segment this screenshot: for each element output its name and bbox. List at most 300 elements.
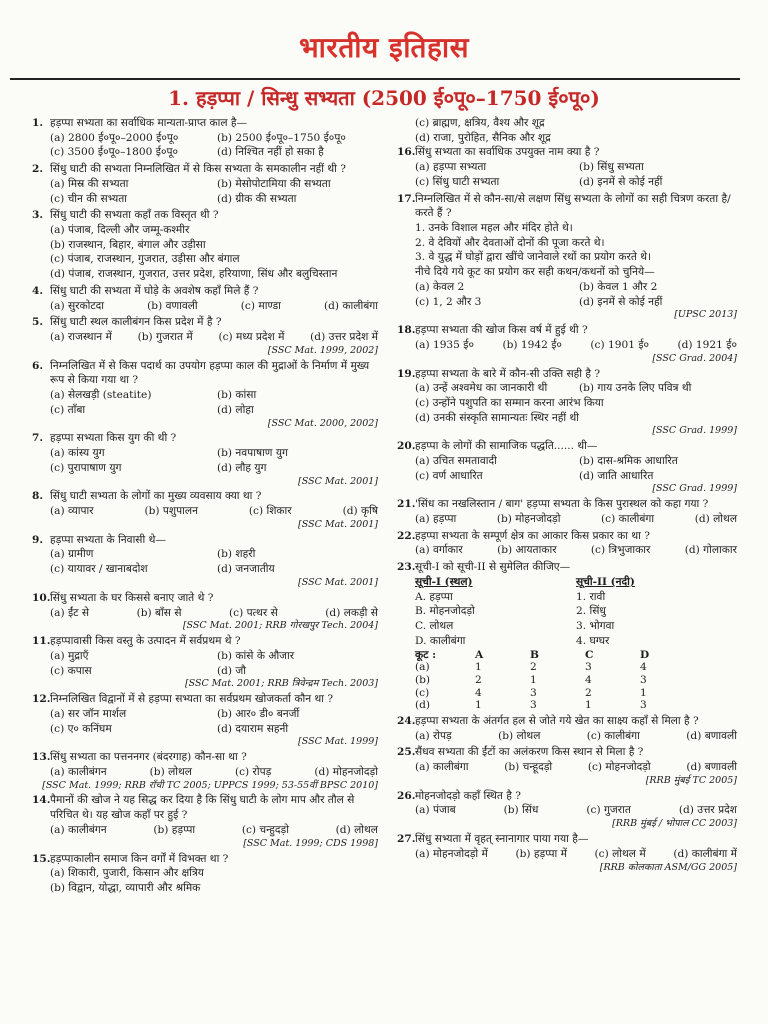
exam-source: [SSC Mat. 2001]	[298, 576, 378, 588]
option: (a) वर्गाकार	[415, 544, 463, 557]
code-val: 1	[475, 661, 482, 674]
question-text: 'सिंध का नखलिस्तान / बाग' हड़प्पा सभ्यता के किस पुरास्थल को कहा गया ?	[415, 498, 709, 511]
option: (c) 1, 2 और 3	[415, 295, 482, 308]
option: (d) ग्रीक की सभ्यता	[217, 192, 297, 205]
option: (d) लोथल	[335, 823, 378, 836]
question-text: सिंधु घाटी सभ्यता के लोगों का मुख्य व्यवसाय क्या था ?	[50, 490, 262, 503]
options	[397, 512, 737, 527]
options	[32, 547, 378, 576]
option: (b) गाय उनके लिए पवित्र थी	[579, 382, 692, 395]
option: (a) कालीबंगन	[50, 823, 107, 836]
question	[32, 852, 378, 896]
code-table	[397, 649, 737, 713]
question-number: 20.	[397, 440, 416, 453]
question-header	[32, 692, 378, 707]
option: (c) 1901 ई०	[590, 338, 650, 351]
code-label: कूट :	[415, 648, 437, 661]
exam-source: [RRB कोलकाता ASM/GG 2005]	[599, 861, 737, 873]
option: (d) जाति आधारित	[579, 469, 654, 482]
option: (c) त्रिभुजाकार	[590, 544, 651, 557]
option: (b) आयताकार	[497, 544, 557, 557]
question	[397, 323, 737, 364]
question-header	[32, 315, 378, 330]
option: (d) कालीबंगा में	[673, 847, 737, 860]
options	[32, 131, 378, 160]
question-header	[32, 750, 378, 765]
options	[397, 729, 737, 744]
question-text: सूची-I को सूची-II से सुमेलित कीजिए—	[415, 561, 571, 574]
question-number: 6.	[32, 359, 44, 372]
option: (c) चन्हुदड़ो	[241, 823, 289, 836]
match-table	[397, 575, 737, 649]
page-title: भारतीय इतिहास	[298, 31, 470, 64]
question	[397, 367, 737, 438]
option: (a) कालीबंगन	[50, 765, 107, 778]
exam-source: [SSC Mat. 1999, 2002]	[267, 344, 378, 356]
question-number: 26.	[397, 789, 416, 802]
question-number: 3.	[32, 209, 44, 222]
option: (d) इनमें से कोई नहीं	[579, 175, 663, 188]
option: (d) पंजाब, राजस्थान, गुजरात, उत्तर प्रदेश, हरियाणा, सिंध और बलुचिस्तान	[50, 268, 338, 281]
option: (a) ग्रामीण	[50, 548, 94, 561]
question-text: सिंधु घाटी की सभ्यता निम्नलिखित में से किस सभ्यता के समकालीन नहीं थी ?	[50, 163, 346, 176]
exam-source: [SSC Mat. 1999; CDS 1998]	[243, 837, 378, 849]
list2-item: 4. घग्घर	[576, 634, 610, 647]
question-number: 8.	[32, 490, 44, 503]
option: (d) 1921 ई०	[677, 338, 737, 351]
question-number: 16.	[397, 146, 416, 159]
option: (a) पंजाब, दिल्ली और जम्मू-कश्मीर	[50, 224, 190, 237]
question-header	[397, 560, 737, 575]
option: (c) 3500 ई०पू०–1800 ई०पू०	[50, 146, 178, 159]
option: (b) वणावली	[147, 299, 198, 312]
option: (b) शहरी	[217, 548, 256, 561]
question	[397, 560, 737, 712]
options	[397, 847, 737, 862]
option: (a) कांस्य युग	[50, 447, 105, 460]
question-number: 1.	[32, 117, 44, 129]
question-text: निम्नलिखित में से किस पदार्थ का उपयोग हड़प्पा काल की मुद्राओं के निर्माण में मुख्य रूप से किया गया था ?	[50, 359, 370, 387]
question-number: 15.	[32, 852, 51, 865]
option: (d) मोहनजोदड़ो	[314, 765, 378, 778]
question-header	[397, 789, 737, 804]
exam-source: [SSC Mat. 1999]	[298, 736, 378, 748]
question-number: 12.	[32, 693, 51, 706]
question-text: हड़प्पा सभ्यता का सर्वाधिक मान्यता-प्राप्त काल है—	[50, 117, 248, 129]
question-header	[397, 714, 737, 729]
option: (b) मेसोपोटामिया की सभ्यता	[217, 177, 331, 190]
code-key: (a)	[415, 661, 430, 674]
question-number: 2.	[32, 163, 44, 176]
list2-heading: सूची-II (नदी)	[576, 575, 635, 588]
list1-item: D. कालीबंगा	[415, 634, 466, 647]
instruction: नीचे दिये गये कूट का प्रयोग कर सही कथन/कथनों को चुनिये—	[415, 266, 655, 279]
question	[32, 162, 378, 206]
option: (c) कालीबंगा	[586, 729, 640, 742]
option: (a) कालीबंगा	[415, 761, 469, 774]
question-text: हड़प्पा सभ्यता के अंतर्गत हल से जोते गये खेत का साक्ष्य कहाँ से मिला है ?	[415, 715, 699, 728]
option: (b) आर० डी० बनर्जी	[217, 707, 300, 720]
options	[32, 388, 378, 417]
question	[397, 529, 737, 558]
option: (d) कालीबंगा	[324, 299, 378, 312]
option: (a) उन्हें अश्वमेध का जानकारी थी	[415, 382, 548, 395]
question-text: पैमानों की खोज ने यह सिद्ध कर दिया है कि सिंधु घाटी के लोग माप और तौल से परिचित थे। यह खोज कहाँ पर हुई ?	[50, 794, 355, 822]
option: (c) गुजरात	[586, 804, 631, 817]
option: (c) पंजाब, राजस्थान, गुजरात, उड़ीसा और बंगाल	[50, 253, 240, 266]
question-number: 19.	[397, 367, 416, 380]
question-header	[32, 431, 378, 446]
question-text: सिंधु सभ्यता का पत्तननगर (बंदरगाह) कौन-सा था ?	[50, 751, 247, 764]
option: (c) माण्डा	[240, 299, 281, 312]
question-number: 4.	[32, 284, 44, 297]
options	[397, 760, 737, 775]
continued-options	[397, 116, 737, 145]
exam-source: [SSC Mat. 2001]	[298, 475, 378, 487]
exam-source: [SSC Mat. 2001; RRB गोरखपुर Tech. 2004]	[182, 620, 378, 632]
option: (d) बणावली	[686, 729, 737, 742]
question-header	[32, 634, 378, 649]
question	[397, 497, 737, 526]
option: (d) कृषि	[342, 505, 378, 518]
option: (d) जौ	[217, 664, 247, 677]
option: (a) राजस्थान में	[50, 331, 112, 344]
code-val: 4	[640, 661, 647, 674]
option: (b) राजस्थान, बिहार, बंगाल और उड़ीसा	[50, 238, 206, 251]
question-number: 24.	[397, 715, 416, 728]
question-header	[32, 489, 378, 504]
code-val: 4	[585, 673, 592, 686]
question-text: सिंधु सभ्यता के घर किससे बनाए जाते थे ?	[50, 591, 214, 604]
list1-heading: सूची-I (स्थल)	[415, 575, 473, 588]
question-text: हड़प्पा सभ्यता के बारे में कौन-सी उक्ति सही है ?	[415, 367, 601, 380]
options	[32, 765, 378, 780]
option: (c) ताँबा	[50, 403, 86, 416]
question-text: निम्नलिखित में से कौन-सा/से लक्षण सिंधु सभ्यता के लोगों का सही चित्रण करता है/करते हैं ?	[415, 192, 731, 220]
option: (b) केवल 1 और 2	[579, 280, 658, 293]
question-text: हड़प्पा सभ्यता के निवासी थे—	[50, 533, 166, 546]
option: (c) कपास	[50, 664, 92, 677]
options	[32, 177, 378, 206]
option: (a) केवल 2	[415, 280, 465, 293]
option: (d) उत्तर प्रदेश	[678, 804, 737, 817]
question-number: 9.	[32, 533, 44, 546]
exam-source: [RRB मुंबई / भोपाल CC 2003]	[612, 818, 737, 830]
option: (b) 1942 ई०	[502, 338, 562, 351]
question	[397, 439, 737, 495]
option: (b) सिंधु सभ्यता	[579, 161, 644, 174]
option: (a) सेलखड़ी (steatite)	[50, 389, 152, 402]
right-column	[397, 116, 737, 875]
option: (c) कालीबंगा	[601, 513, 655, 526]
code-val: 3	[530, 686, 537, 699]
code-head: C	[585, 648, 594, 661]
option: (c) सिंधु घाटी सभ्यता	[415, 175, 500, 188]
option: (d) लोहा	[217, 403, 254, 416]
option: (b) विद्वान, योद्धा, व्यापारी और श्रमिक	[50, 881, 201, 894]
question-text: सिंधु घाटी की सभ्यता में घोड़े के अवशेष कहाँ मिले हैं ?	[50, 284, 259, 297]
options	[397, 280, 737, 309]
code-val: 3	[640, 699, 647, 712]
question-header	[32, 208, 378, 223]
option: (b) गुजरात में	[137, 331, 193, 344]
code-val: 1	[475, 699, 482, 712]
code-val: 1	[640, 686, 647, 699]
option: (d) दयाराम सहनी	[217, 722, 289, 735]
code-head: B	[530, 648, 539, 661]
option: (a) उचित समतावादी	[415, 455, 497, 467]
question	[397, 789, 737, 830]
question	[397, 745, 737, 786]
exam-source: [SSC Mat. 1999; RRB राँची TC 2005; UPPCS 1999; 53-55वीं BPSC 2010]	[42, 779, 378, 791]
question-header	[397, 529, 737, 544]
question-number: 13.	[32, 751, 51, 764]
question-number: 7.	[32, 432, 44, 445]
option: (c) लोथल में	[594, 847, 646, 860]
option: (a) मोहनजोदड़ो में	[415, 847, 488, 860]
option: (d) बणावली	[686, 761, 737, 774]
question	[397, 145, 737, 189]
code-val: 2	[585, 686, 592, 699]
option: (d) गोलाकार	[684, 544, 737, 557]
question-number: 17.	[397, 192, 416, 205]
list1-item: B. मोहनजोदड़ो	[415, 605, 475, 618]
exam-source: [SSC Grad. 2004]	[652, 352, 737, 364]
option: (b) हड़प्पा	[153, 823, 196, 836]
question-text: सैंधव सभ्यता की ईंटों का अलंकरण किस स्थान से मिला है ?	[415, 746, 644, 759]
option: (a) पंजाब	[415, 804, 456, 817]
option: (b) कांसे के औजार	[217, 649, 295, 662]
question	[397, 714, 737, 743]
exam-source: [SSC Mat. 2001]	[298, 518, 378, 530]
option: (b) पशुपालन	[144, 505, 198, 518]
question-header	[32, 359, 378, 388]
option: (c) पत्थर से	[229, 606, 278, 619]
options	[32, 649, 378, 678]
options	[32, 330, 378, 345]
question-header	[397, 832, 737, 847]
question-number: 27.	[397, 833, 416, 846]
option: (c) ब्राह्मण, क्षत्रिय, वैश्य और शूद्र	[415, 117, 545, 129]
option: (c) वर्ण आधारित	[415, 469, 483, 482]
question-text: हड़प्पाकालीन समाज किन वर्गों में विभक्त था ?	[50, 852, 229, 865]
question	[32, 591, 378, 632]
question-number: 21.	[397, 498, 416, 511]
question-header	[397, 497, 737, 512]
option: (b) दास-श्रमिक आधारित	[579, 455, 678, 467]
option: (a) मुद्राएँ	[50, 649, 89, 662]
option: (d) जनजातीय	[217, 563, 275, 576]
option: (c) रोपड़	[234, 765, 272, 778]
question	[32, 793, 378, 849]
question-text: हड़प्पावासी किस वस्तु के उत्पादन में सर्वप्रथम थे ?	[50, 635, 241, 648]
option: (a) 1935 ई०	[415, 338, 474, 351]
option: (d) राजा, पुरोहित, सैनिक और शूद्र	[415, 131, 551, 144]
question-text: हड़प्पा के लोगों की सामाजिक पद्धति...... थी—	[415, 440, 598, 453]
code-val: 1	[530, 673, 537, 686]
question-header	[397, 323, 737, 338]
question-text: हड़प्पा सभ्यता किस युग की थी ?	[50, 432, 177, 445]
option: (b) 2500 ई०पू०–1750 ई०पू०	[217, 131, 346, 144]
option: (d) उत्तर प्रदेश में	[310, 331, 378, 344]
question-header	[32, 591, 378, 606]
option: (a) शिकारी, पुजारी, किसान और क्षत्रिय	[50, 867, 204, 880]
question-number: 23.	[397, 561, 416, 574]
question-number: 11.	[32, 635, 51, 648]
option: (c) पुरापाषाण युग	[50, 461, 122, 474]
option: (b) कांसा	[217, 389, 257, 402]
question-number: 14.	[32, 794, 51, 807]
option: (d) इनमें से कोई नहीं	[579, 295, 663, 308]
title-divider	[10, 78, 740, 80]
option: (c) चीन की सभ्यता	[50, 192, 128, 205]
list2-item: 1. रावी	[576, 590, 606, 603]
options	[397, 543, 737, 558]
question	[32, 489, 378, 530]
exam-source: [SSC Grad. 1999]	[652, 425, 737, 437]
option: (c) मोहनजोदड़ो	[587, 761, 651, 774]
option: (d) लोथल	[694, 513, 737, 526]
question-number: 5.	[32, 316, 44, 329]
options	[32, 223, 378, 282]
option: (b) सिंध	[503, 804, 539, 817]
option: (d) उनकी संस्कृति सामान्यतः स्थिर नहीं थी	[415, 411, 579, 424]
options	[397, 160, 737, 189]
exam-source: [SSC Mat. 2000, 2002]	[267, 417, 378, 429]
question-header	[397, 439, 737, 454]
question	[32, 208, 378, 282]
option: (c) मध्य प्रदेश में	[218, 331, 285, 344]
option: (b) मोहनजोदड़ो	[496, 513, 561, 526]
code-val: 3	[585, 661, 592, 674]
question-header	[32, 533, 378, 548]
code-key: (d)	[415, 699, 431, 712]
question	[32, 284, 378, 313]
question-header	[397, 192, 737, 221]
question	[32, 359, 378, 430]
list1-item: A. हड़प्पा	[415, 590, 453, 603]
options	[397, 381, 737, 425]
code-val: 2	[530, 661, 537, 674]
option: (a) ईंट से	[50, 606, 90, 619]
options	[397, 454, 737, 483]
list1-item: C. लोथल	[415, 620, 454, 633]
question-text: निम्नलिखित विद्वानों में से हड़प्पा सभ्यता का सर्वप्रथम खोजकर्ता कौन था ?	[50, 693, 334, 706]
question	[32, 634, 378, 690]
question	[32, 116, 378, 160]
statement: 1. उनके विशाल महल और मंदिर होते थे।	[415, 222, 573, 235]
code-key: (c)	[415, 686, 430, 699]
option: (a) व्यापार	[50, 505, 94, 518]
code-key: (b)	[415, 673, 431, 686]
option: (c) ए० कनिंघम	[50, 722, 112, 735]
code-head: D	[640, 648, 650, 661]
question-header	[397, 145, 737, 160]
code-val: 3	[640, 673, 647, 686]
question-text: सिंधु घाटी स्थल कालीबंगन किस प्रदेश में है ?	[50, 316, 222, 329]
question	[32, 315, 378, 356]
question	[32, 692, 378, 748]
options	[32, 504, 378, 519]
code-val: 1	[585, 699, 592, 712]
option: (b) हड़प्पा में	[515, 847, 567, 860]
question-header	[32, 116, 378, 131]
option: (a) 2800 ई०पू०–2000 ई०पू०	[50, 131, 179, 144]
code-val: 4	[475, 686, 482, 699]
statement: 2. वे देवियों और देवताओं दोनों की पूजा करते थे।	[415, 236, 605, 249]
question-header	[32, 162, 378, 177]
exam-source: [SSC Mat. 2001; RRB त्रिवेन्द्रम Tech. 2003]	[184, 678, 378, 690]
question-number: 25.	[397, 746, 416, 759]
option: (a) सर जॉन मार्शल	[50, 707, 127, 720]
list2-item: 3. भोगवा	[576, 620, 615, 633]
question	[32, 533, 378, 589]
question	[397, 832, 737, 873]
code-head: A	[475, 648, 484, 661]
option: (a) हड़प्पा सभ्यता	[415, 161, 487, 174]
option: (a) मिस्र की सभ्यता	[50, 177, 129, 190]
options	[32, 823, 378, 838]
question-number: 22.	[397, 529, 416, 542]
option: (a) हड़प्पा	[415, 513, 457, 526]
question-header	[397, 367, 737, 382]
question-text: मोहनजोदड़ो कहाँ स्थित है ?	[415, 789, 521, 802]
options	[32, 446, 378, 475]
question-text: सिंधु सभ्यता का सर्वाधिक उपयुक्त नाम क्या है ?	[415, 146, 600, 159]
statement: 3. वे युद्ध में घोड़ों द्वारा खींचे जानेवाले रथों का प्रयोग करते थे।	[415, 251, 652, 264]
options	[397, 803, 737, 818]
question-number: 18.	[397, 324, 416, 337]
option: (d) निश्चित नहीं हो सका है	[217, 146, 324, 159]
question-header	[32, 793, 378, 822]
option: (c) शिकार	[248, 505, 292, 518]
option: (c) उन्होंने पशुपति का सम्मान करना आरंभ किया	[415, 396, 604, 409]
chapter-heading: 1. हड़प्पा / सिन्धु सभ्यता (2500 ई०पू०–1750 ई०पू०)	[168, 86, 600, 110]
question	[32, 750, 378, 791]
exam-source: [RRB मुंबई TC 2005]	[645, 774, 737, 786]
option: (d) लौह युग	[217, 461, 267, 474]
question-header	[397, 745, 737, 760]
exam-source: [UPSC 2013]	[674, 309, 737, 321]
code-val: 2	[475, 673, 482, 686]
options	[32, 707, 378, 736]
question-text: सिंधु घाटी की सभ्यता कहाँ तक विस्तृत थी ?	[50, 209, 219, 222]
options	[32, 299, 378, 314]
option: (d) लकड़ी से	[325, 606, 378, 619]
list2-item: 2. सिंधु	[576, 605, 606, 618]
question-header	[32, 284, 378, 299]
code-val: 3	[530, 699, 537, 712]
question-text: हड़प्पा सभ्यता के सम्पूर्ण क्षेत्र का आकार किस प्रकार का था ?	[415, 529, 650, 542]
option: (b) लोथल	[498, 729, 541, 742]
left-column	[32, 116, 378, 898]
options	[397, 338, 737, 353]
options	[32, 606, 378, 621]
question-text: सिंधु सभ्यता में वृहत् स्नानागार पाया गया है—	[415, 833, 589, 846]
option: (a) सुरकोटदा	[50, 299, 105, 312]
exam-source: [SSC Grad. 1999]	[652, 483, 737, 495]
option: (a) रोपड़	[415, 729, 452, 742]
option: (b) चन्हूदड़ो	[504, 761, 553, 774]
option: (b) नवपाषाण युग	[217, 447, 288, 460]
question-number: 10.	[32, 591, 51, 604]
question	[397, 192, 737, 322]
options	[32, 866, 378, 895]
question	[32, 431, 378, 487]
question-text: हड़प्पा सभ्यता की खोज किस वर्ष में हुई थी ?	[415, 324, 588, 337]
option: (b) लोथल	[149, 765, 192, 778]
option: (c) यायावर / खानाबदोश	[50, 563, 148, 576]
